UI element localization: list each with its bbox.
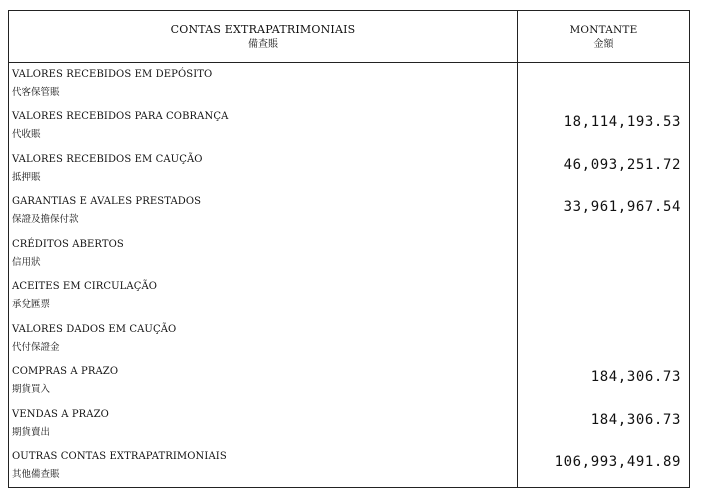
amount-cell	[518, 318, 690, 361]
table-row	[9, 403, 690, 446]
header-account-label: CONTAS EXTRAPATRIMONIAIS	[170, 22, 356, 36]
account-label: OUTRAS CONTAS EXTRAPATRIMONIAIS	[12, 451, 227, 462]
account-cell	[9, 190, 518, 233]
table-row	[9, 190, 690, 233]
account-label: VALORES RECEBIDOS PARA COBRANÇA	[12, 111, 229, 122]
table-row	[9, 360, 690, 403]
account-cell	[9, 233, 518, 276]
header-amount-label: MONTANTE	[569, 23, 638, 36]
table-header-row	[9, 11, 690, 63]
account-label: VALORES RECEBIDOS EM CAUÇÃO	[12, 153, 203, 165]
account-cell	[9, 318, 518, 361]
table-row	[9, 148, 690, 191]
amount-value: 184,306.73	[590, 411, 681, 428]
account-label-chinese: 代付保證金	[12, 341, 60, 353]
account-cell	[9, 360, 518, 403]
account-label-chinese: 保證及擔保付款	[12, 214, 79, 225]
header-account-cell	[9, 11, 518, 63]
table-row	[9, 318, 690, 361]
account-label-chinese: 承兌匯票	[12, 299, 51, 310]
table-row	[9, 275, 690, 318]
amount-cell	[518, 148, 690, 191]
table-row	[9, 63, 690, 106]
account-cell	[9, 148, 518, 191]
account-label: CRÉDITOS ABERTOS	[12, 238, 124, 250]
account-cell	[9, 63, 518, 106]
amount-value: 46,093,251.72	[563, 156, 681, 173]
amount-cell	[518, 275, 690, 318]
account-cell	[9, 275, 518, 318]
account-label: VALORES DADOS EM CAUÇÃO	[12, 323, 177, 335]
amount-cell	[518, 403, 690, 446]
amount-cell	[518, 105, 690, 148]
account-cell	[9, 403, 518, 446]
account-label-chinese: 信用狀	[12, 256, 41, 268]
account-label-chinese: 抵押賬	[12, 171, 41, 183]
account-label: ACEITES EM CIRCULAÇÃO	[12, 281, 158, 292]
amount-cell	[518, 445, 690, 488]
header-amount-cell	[518, 11, 690, 63]
account-label-chinese: 期貨賣出	[12, 426, 51, 438]
account-label-chinese: 代收賬	[12, 129, 41, 140]
account-label: VENDAS A PRAZO	[12, 408, 109, 420]
account-label: VALORES RECEBIDOS EM DEPÓSITO	[12, 69, 213, 80]
table-row	[9, 233, 690, 276]
off-balance-sheet-table	[8, 10, 690, 488]
account-label-chinese: 其他備查賬	[12, 469, 60, 480]
table-row	[9, 445, 690, 488]
account-label-chinese: 期貨買入	[12, 384, 51, 395]
header-amount-label-chinese: 金額	[593, 38, 614, 50]
amount-value: 33,961,967.54	[563, 199, 681, 215]
account-cell	[9, 445, 518, 488]
account-label: COMPRAS A PRAZO	[12, 366, 119, 377]
amount-value: 106,993,491.89	[554, 454, 681, 470]
amount-cell	[518, 63, 690, 106]
amount-value: 18,114,193.53	[563, 114, 681, 130]
amount-cell	[518, 233, 690, 276]
header-account-label-chinese: 備查賬	[248, 38, 278, 50]
amount-value: 184,306.73	[590, 369, 681, 385]
account-label: GARANTIAS E AVALES PRESTADOS	[12, 196, 202, 207]
amount-cell	[518, 190, 690, 233]
account-cell	[9, 105, 518, 148]
account-label-chinese: 代客保管賬	[12, 87, 60, 98]
amount-cell	[518, 360, 690, 403]
table-row	[9, 105, 690, 148]
